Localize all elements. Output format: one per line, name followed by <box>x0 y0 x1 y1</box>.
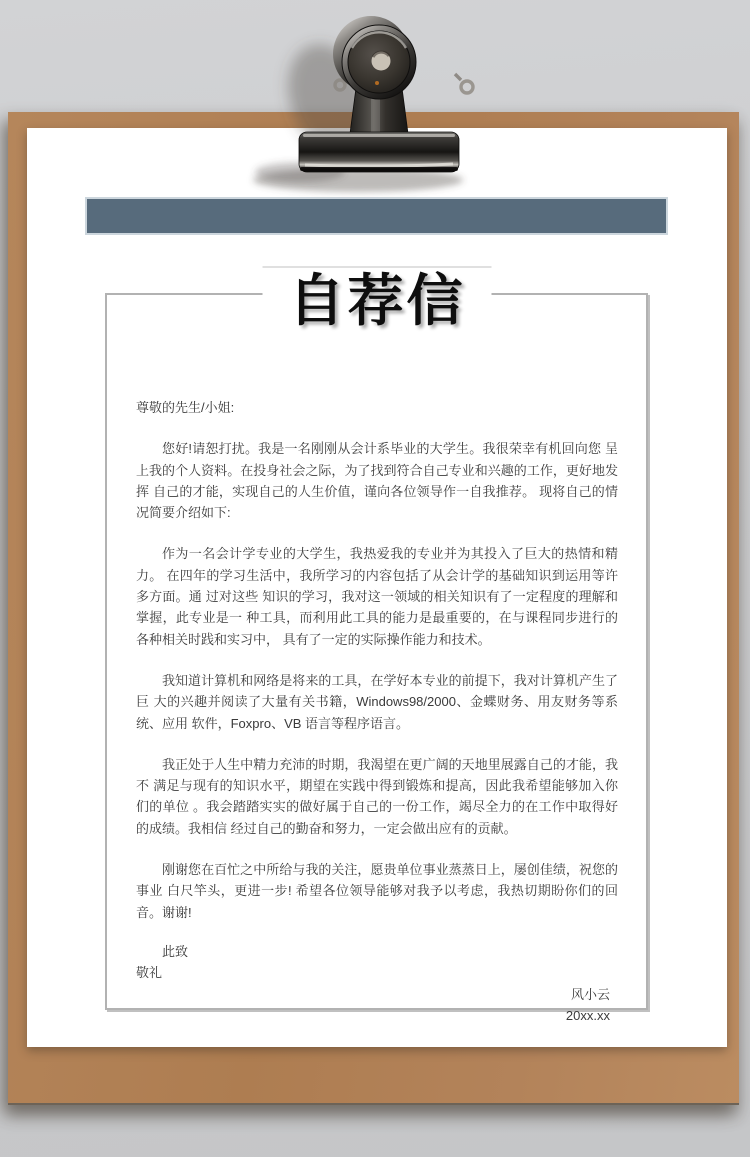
letter-paragraph: 我正处于人生中精力充沛的时期，我渴望在更广阔的天地里展露自己的才能，我不 满足与现有的知识水平，期望在实践中得到锻炼和提高，因此我希望能够加入你们的单位 。我会踏踏实实的做好属于自己的一份工作，竭尽全力的在工作中取得好的成绩。我相信 经过自己的勤奋和努力，一定会做出应有的贡献。 <box>136 756 618 836</box>
letter-paragraph: 作为一名会计学专业的大学生，我热爱我的专业并为其投入了巨大的热情和精力。 在四年的学习生活中，我所学习的内容包括了从会计学的基础知识到运用等许多方面。通 过对这些 知识的学习，我对这一领域的相关知识有了一定程度的理解和掌握，此专业是一 种工具，而利用此工具的能力是最重要的，在与课程同步进行的各种相关时践和实习中， 具有了一定的实际操作能力和技术。 <box>136 546 618 647</box>
letter-paper <box>27 128 727 1047</box>
letter-paragraph: 我知道计算机和网络是将来的工具，在学好本专业的前提下，我对计算机产生了巨 大的兴趣并阅读了大量有关书籍，Windows98/2000、金蝶财务、用友财务等系统、应用 软件，Foxpro、VB 语言等程序语言。 <box>136 672 618 731</box>
binder-clip <box>240 8 500 203</box>
salutation: 尊敬的先生/小姐: <box>136 400 235 415</box>
letter-paragraph: 刚谢您在百忙之中所给与我的关注，愿贵单位事业蒸蒸日上，屡创佳绩，祝您的事业 白尺竿头，更进一步! 希望各位领导能够对我予以考虑，我热切期盼你们的回音。谢谢! <box>136 862 618 920</box>
closing-respect: 此致 <box>162 943 189 959</box>
letter-title: 自荐信 <box>263 266 492 339</box>
signature-block <box>136 984 618 1027</box>
letter-paragraph: 您好!请恕打扰。我是一名刚刚从会计系毕业的大学生。我很荣幸有机回向您 呈上我的个人资料。在投身社会之际，为了找到符合自己专业和兴趣的工作，更好地发挥 自己的才能，实现自己的人生价值，谨向各位领导作一自我推荐。 现将自己的情况简要介绍如下: <box>136 441 618 521</box>
signature-date: 20xx.xx <box>565 1007 610 1023</box>
clip-jaw <box>299 132 459 172</box>
letter-body <box>136 397 618 1026</box>
signature-name: 风小云 <box>570 986 610 1002</box>
closing-salute: 敬礼 <box>136 965 163 981</box>
